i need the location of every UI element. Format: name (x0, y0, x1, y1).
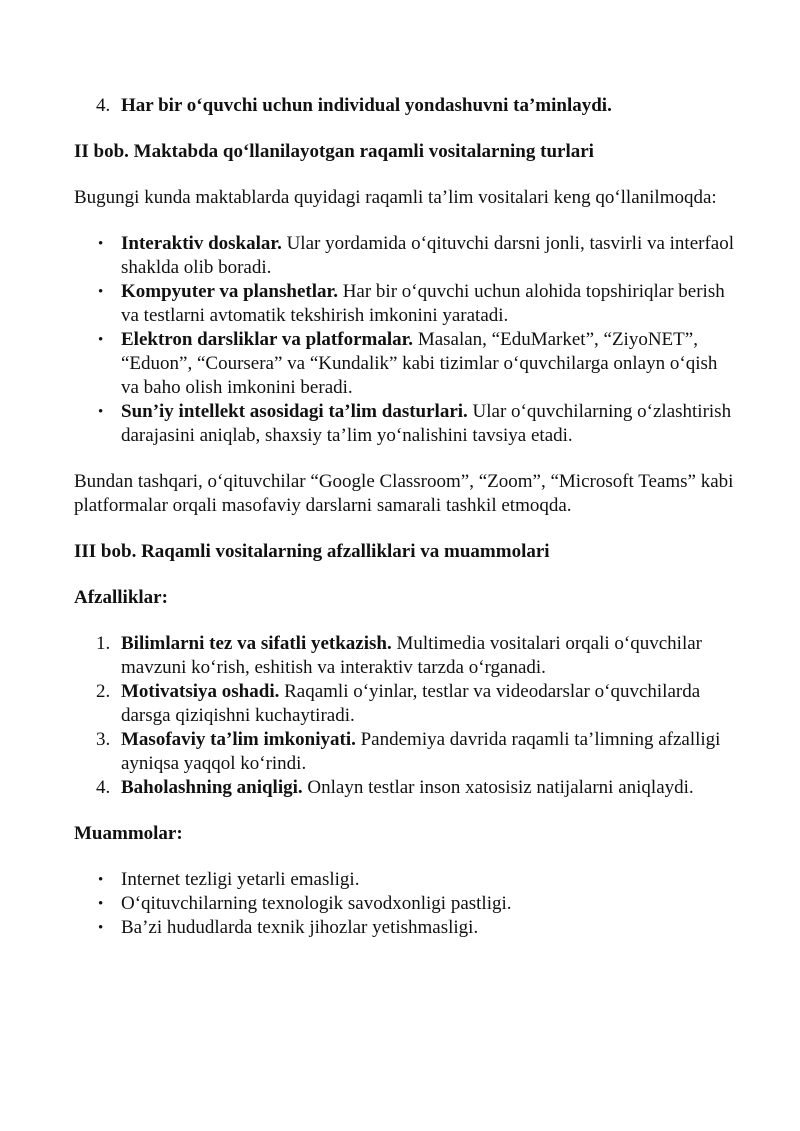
bullet-icon: • (98, 284, 104, 300)
list-item-bold: Bilimlarni tez va sifatli yetkazish. (121, 633, 392, 654)
list-item (74, 632, 734, 680)
chapter-2-outro: Bundan tashqari, o‘qituvchilar “Google Classroom”, “Zoom”, “Microsoft Teams” kabi platformalar orqali masofaviy darslarni samarali tashkil etmoqda. (74, 471, 734, 516)
list-item (74, 328, 734, 400)
list-item (74, 680, 734, 728)
advantages-list (74, 632, 734, 800)
list-item-bold: Kompyuter va planshetlar. (121, 281, 338, 302)
list-item-text: Multimedia vositalari orqali o‘quvchilar mavzuni ko‘rish, eshitish va interaktiv tarzda o‘rganadi. (121, 633, 702, 678)
list-item (74, 892, 734, 916)
list-item-text: Ular o‘quvchilarning o‘zlashtirish darajasini aniqlab, shaxsiy ta’lim yo‘nalishini tavsiya etadi. (121, 401, 732, 446)
list-item-text: Har bir o‘quvchi uchun alohida topshiriqlar berish va testlarni avtomatik tekshirish imkonini yaratadi. (121, 281, 725, 326)
list-item-text: Internet tezligi yetarli emasligi. (121, 869, 360, 890)
list-item-text: Raqamli o‘yinlar, testlar va videodarslar o‘quvchilarda darsga qiziqishni kuchaytiradi. (121, 681, 701, 726)
list-item (74, 728, 734, 776)
advantages-heading: Afzalliklar: (74, 587, 168, 608)
list-item-bold: Sun’iy intellekt asosidagi ta’lim dasturlari. (121, 401, 468, 422)
list-item (74, 916, 734, 940)
chapter-heading-3: III bob. Raqamli vositalarning afzalliklari va muammolari (74, 541, 550, 562)
list-item-bold: Interaktiv doskalar. (121, 233, 282, 254)
list-item-text: O‘qituvchilarning texnologik savodxonligi pastligi. (121, 893, 512, 914)
list-item-bold: Motivatsiya oshadi. (121, 681, 280, 702)
list-number: 1. (96, 633, 111, 654)
list-item-bold: Elektron darsliklar va platformalar. (121, 329, 414, 350)
list-item (74, 776, 734, 800)
bullet-icon: • (98, 896, 104, 912)
continued-numbered-list (74, 94, 734, 118)
list-number: 4. (96, 95, 111, 116)
list-item (74, 868, 734, 892)
bullet-icon: • (98, 872, 104, 888)
bullet-icon: • (98, 236, 104, 252)
list-number: 4. (96, 777, 111, 798)
list-item-text: Pandemiya davrida raqamli ta’limning afzalligi ayniqsa yaqqol ko‘rindi. (121, 729, 721, 774)
tools-bullet-list (74, 232, 734, 448)
list-item (74, 280, 734, 328)
list-item-text: Ular yordamida o‘qituvchi darsni jonli, tasvirli va interfaol shaklda olib boradi. (121, 233, 735, 278)
list-number: 3. (96, 729, 111, 750)
bullet-icon: • (98, 332, 104, 348)
bullet-icon: • (98, 404, 104, 420)
problems-heading: Muammolar: (74, 823, 183, 844)
list-item-bold: Masofaviy ta’lim imkoniyati. (121, 729, 356, 750)
list-item-bold: Baholashning aniqligi. (121, 777, 303, 798)
list-item-bold: Har bir o‘quvchi uchun individual yondashuvni ta’minlaydi. (121, 95, 612, 116)
document-page (74, 94, 734, 940)
chapter-heading-2: II bob. Maktabda qo‘llanilayotgan raqamli vositalarning turlari (74, 141, 594, 162)
problems-list (74, 868, 734, 940)
list-number: 2. (96, 681, 111, 702)
list-item (74, 94, 734, 118)
list-item (74, 232, 734, 280)
list-item-text: Ba’zi hududlarda texnik jihozlar yetishmasligi. (121, 917, 479, 938)
bullet-icon: • (98, 920, 104, 936)
chapter-2-intro: Bugungi kunda maktablarda quyidagi raqamli ta’lim vositalari keng qo‘llanilmoqda: (74, 187, 717, 208)
list-item (74, 400, 734, 448)
list-item-text: Onlayn testlar inson xatosisiz natijalarni aniqlaydi. (302, 777, 694, 798)
list-item-text: Masalan, “EduMarket”, “ZiyoNET”, “Eduon”, “Coursera” va “Kundalik” kabi tizimlar o‘quvchilarga onlayn o‘qish va baho olish imkonini beradi. (121, 329, 718, 398)
